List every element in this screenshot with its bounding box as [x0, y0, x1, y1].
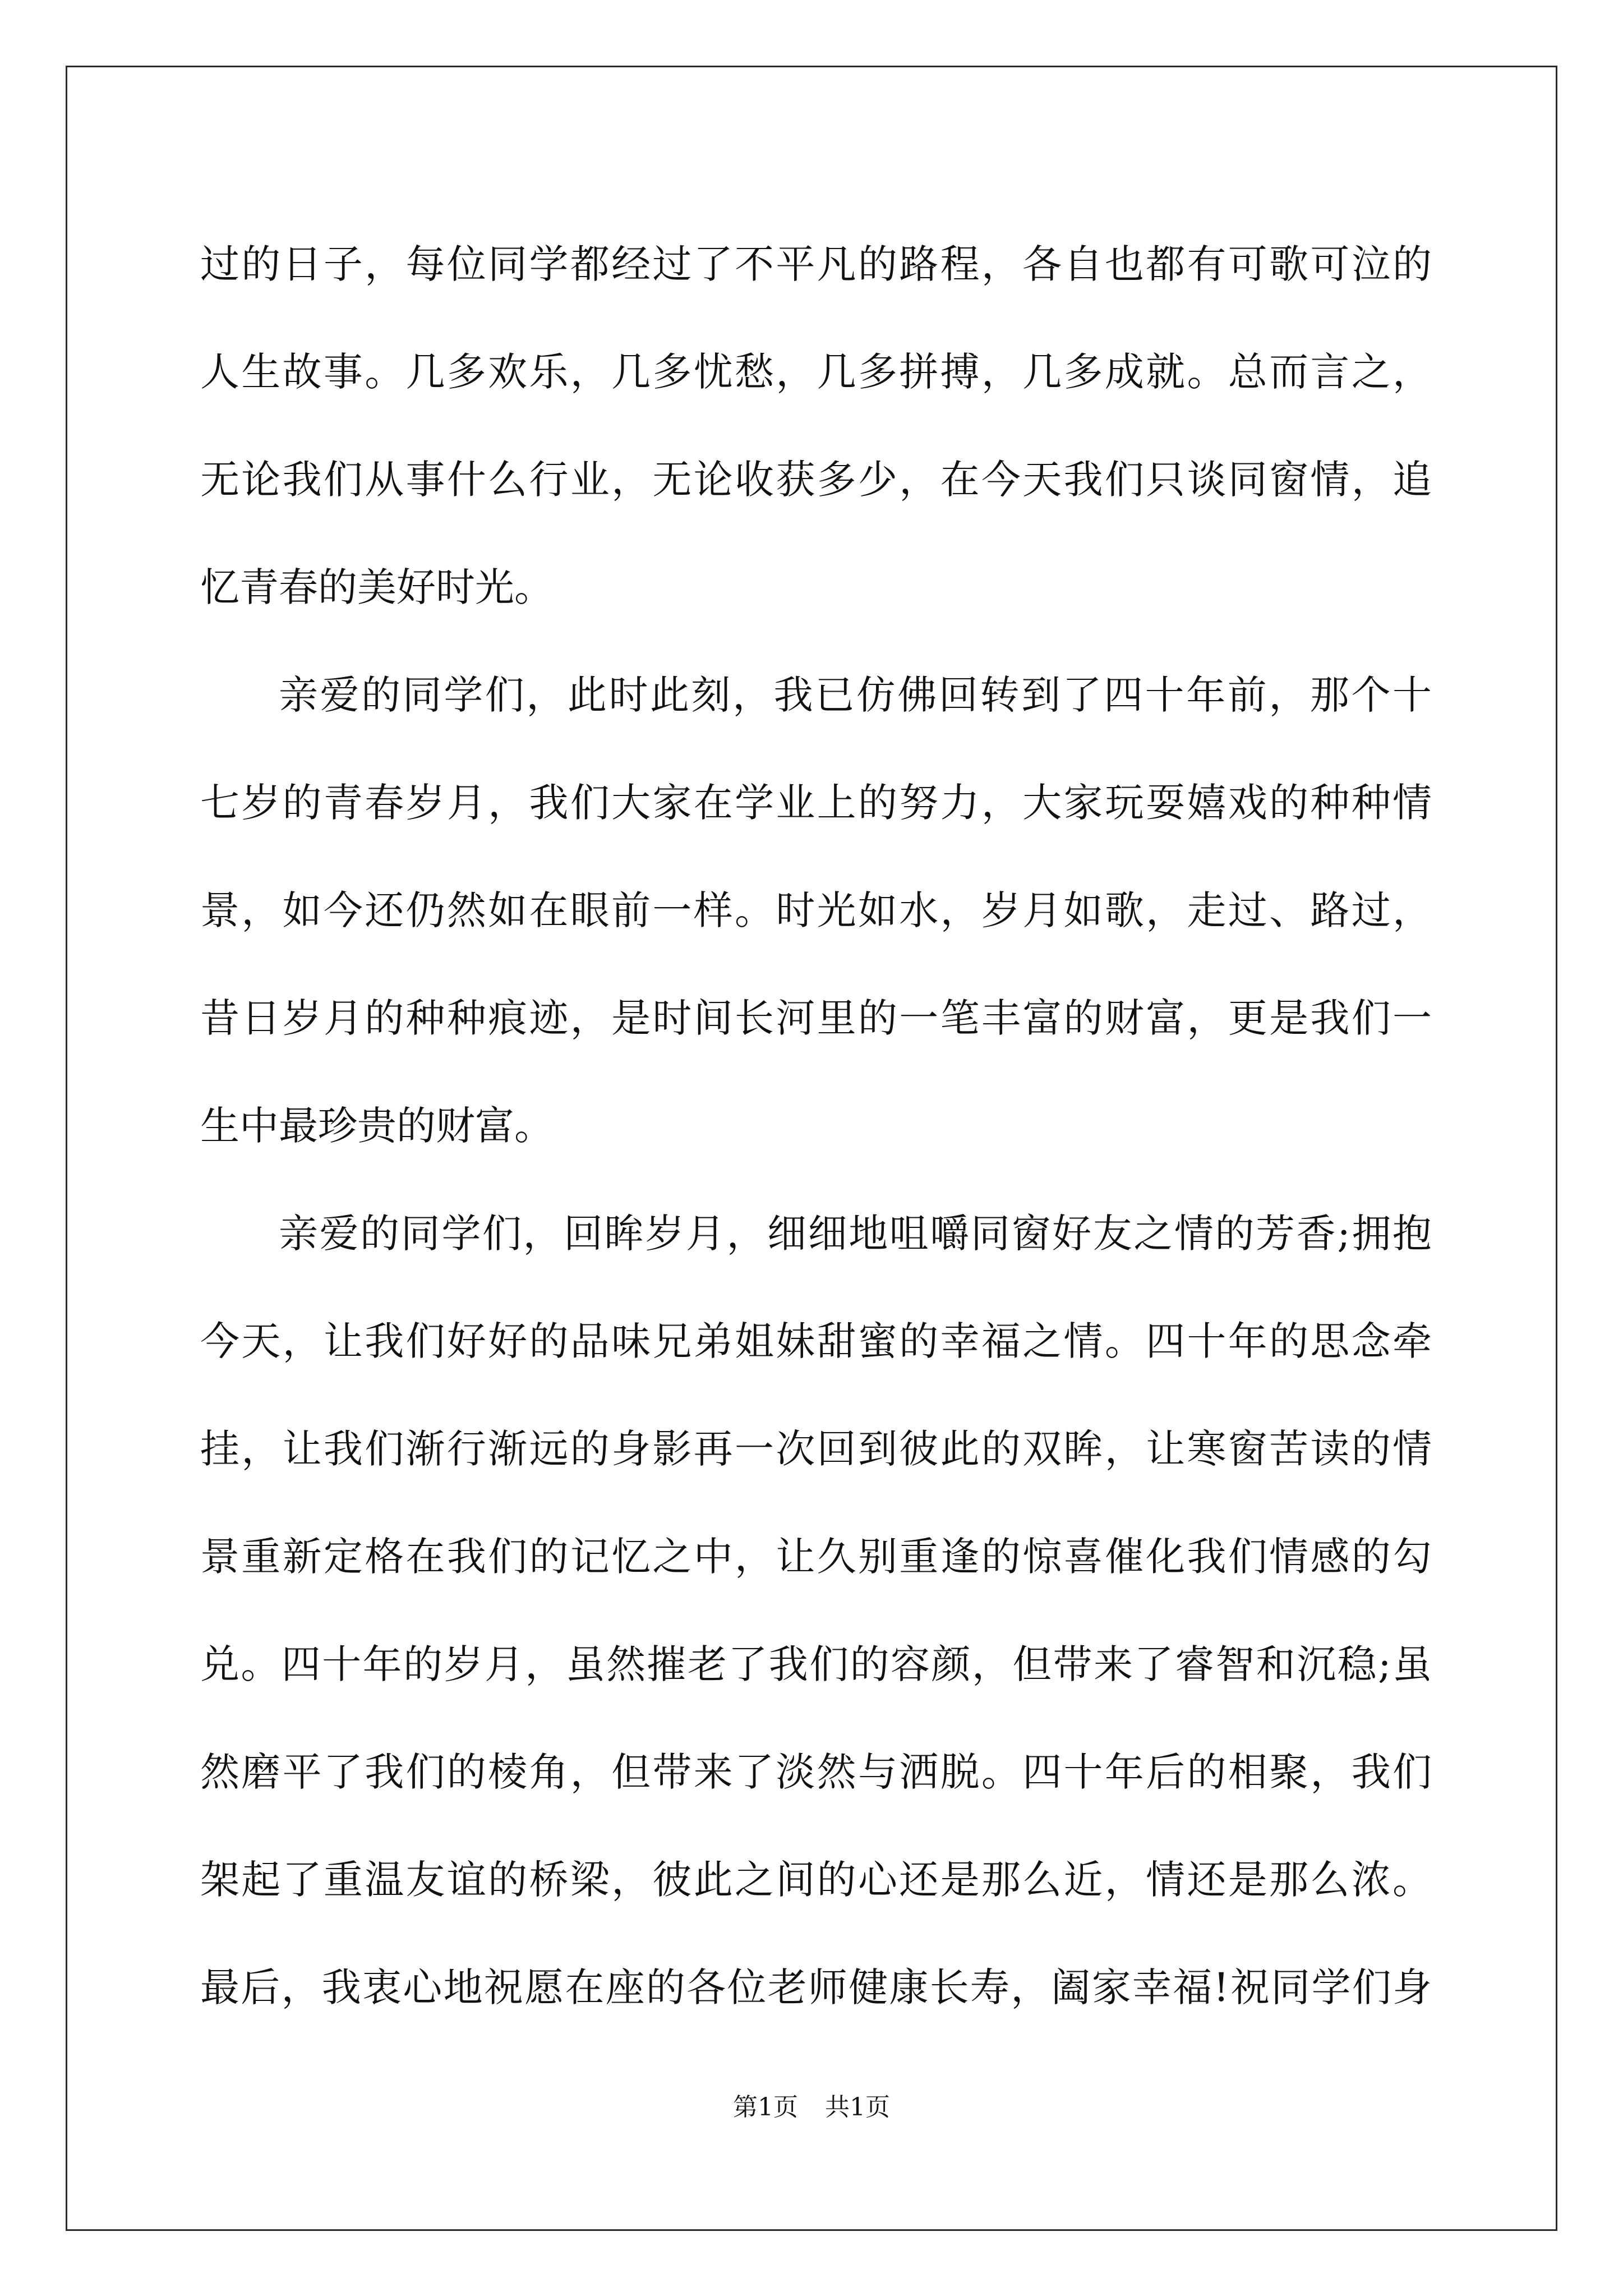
text-line: 景重新定格在我们的记忆之中，让久别重逢的惊喜催化我们情感的勾: [200, 1534, 1432, 1580]
text-line: 人生故事。几多欢乐，几多忧愁，几多拼搏，几多成就。总而言之，: [200, 349, 1432, 395]
page-number: 第1页: [733, 2093, 798, 2122]
text-line: 景，如今还仍然如在眼前一样。时光如水，岁月如歌，走过、路过，: [200, 887, 1432, 933]
text-line: 架起了重温友谊的桥梁，彼此之间的心还是那么近，情还是那么浓。: [200, 1857, 1432, 1903]
text-line: 昔日岁月的种种痕迹，是时间长河里的一笔丰富的财富，更是我们一: [200, 995, 1432, 1041]
text-line: 然磨平了我们的棱角，但带来了淡然与洒脱。四十年后的相聚，我们: [200, 1749, 1432, 1795]
text-line: 忆青春的美好时光。: [200, 564, 554, 610]
document-body: [200, 210, 1432, 2041]
paragraph-first-line: 亲爱的同学们，回眸岁月，细细地咀嚼同窗好友之情的芳香;拥抱: [279, 1211, 1432, 1257]
text-line: 挂，让我们渐行渐远的身影再一次回到彼此的双眸，让寒窗苦读的情: [200, 1426, 1432, 1472]
page-footer: [0, 2087, 1623, 2123]
text-line: 无论我们从事什么行业，无论收获多少，在今天我们只谈同窗情，追: [200, 457, 1432, 503]
page-total: 共1页: [825, 2093, 890, 2122]
paragraph-first-line: 亲爱的同学们，此时此刻，我已仿佛回转到了四十年前，那个十: [279, 672, 1432, 718]
text-line: 兑。四十年的岁月，虽然摧老了我们的容颜，但带来了睿智和沉稳;虽: [200, 1641, 1432, 1687]
text-line: 生中最珍贵的财富。: [200, 1103, 554, 1149]
text-line: 过的日子，每位同学都经过了不平凡的路程，各自也都有可歌可泣的: [200, 241, 1432, 287]
text-line: 七岁的青春岁月，我们大家在学业上的努力，大家玩耍嬉戏的种种情: [200, 780, 1432, 826]
text-line: 今天，让我们好好的品味兄弟姐妹甜蜜的幸福之情。四十年的思念牵: [200, 1318, 1432, 1364]
text-line: 最后，我衷心地祝愿在座的各位老师健康长寿，阖家幸福!祝同学们身: [200, 1964, 1432, 2010]
